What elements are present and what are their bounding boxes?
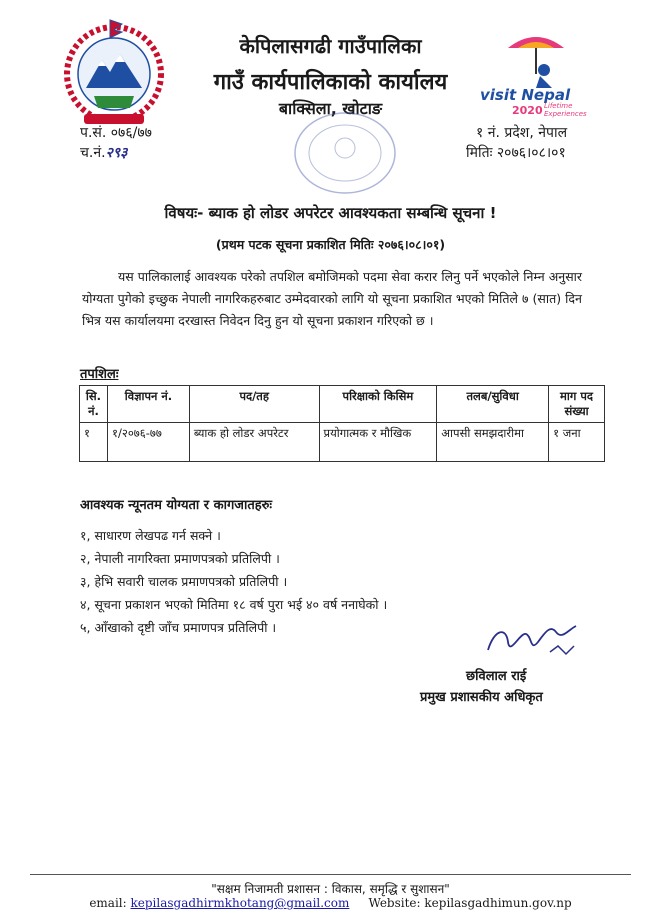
table-row <box>80 423 605 462</box>
col-header-ad-no: विज्ञापन नं. <box>107 386 189 423</box>
signature-icon <box>480 612 590 668</box>
cell-quantity: १ जना <box>549 423 605 462</box>
email-link[interactable]: kepilasgadhirmkhotang@gmail.com <box>130 896 350 910</box>
office-address: बाक्सिला, खोटाङ <box>278 99 383 118</box>
requirement-item: २, नेपाली नागरिक्ता प्रमाणपत्रको प्रतिलिपी । <box>80 551 280 566</box>
chn-label: च.नं. <box>80 145 106 161</box>
details-label: तपशिलः <box>80 367 119 382</box>
visit-nepal-year: 2020 <box>512 104 543 117</box>
office-stamp-icon <box>290 108 400 198</box>
issue-date: मितिः २०७६।०८।०१ <box>466 145 566 161</box>
requirement-item: ४, सूचना प्रकाशन भएको मितिमा १८ वर्ष पुरा भई ४० वर्ष ननाघेको । <box>80 597 388 612</box>
cell-exam-type: प्रयोगात्मक र मौखिक <box>319 423 437 462</box>
office-name: गाउँ कार्यपालिकाको कार्यालय <box>213 70 448 95</box>
visit-nepal-figure-icon <box>478 30 598 90</box>
notice-body: यस पालिकालाई आवश्यक परेको तपशिल बमोजिमको पदमा सेवा करार लिनु पर्ने भएकोले निम्न अनुसार योग्यता पुगेको इच्छुक नेपाली नागरिकहरुबाट उम्मेदवारको लागि यो सूचना प्रकाशित भएको मितिले ७ (सात) दिन भित्र यस कार्यालयमा दरखास्त निवेदन दिनु हुन यो सूचना प्रकाशन गरिएको छ । <box>82 269 582 328</box>
website-label: Website: <box>368 896 421 910</box>
email-label: email: <box>89 896 127 910</box>
chn-number <box>80 143 127 162</box>
col-header-sn: सि. नं. <box>80 386 108 423</box>
footer-contact <box>0 896 661 910</box>
col-header-quantity: माग पद संख्या <box>549 386 605 423</box>
cell-salary: आपसी समझदारीमा <box>437 423 549 462</box>
col-header-salary: तलब/सुविधा <box>437 386 549 423</box>
requirement-item: ५, आँखाको दृष्टी जाँच प्रमाणपत्र प्रतिलिपी । <box>80 620 277 635</box>
chn-value: २९३ <box>105 145 128 161</box>
footer-motto: "सक्षम निजामती प्रशासन : विकास, समृद्धि र सुशासन" <box>211 882 450 896</box>
requirement-item: ३, हेभि सवारी चालक प्रमाणपत्रको प्रतिलिपी । <box>80 574 288 589</box>
cell-sn: १ <box>80 423 108 462</box>
visit-nepal-logo <box>478 30 598 130</box>
signatory-name: छविलाल राई <box>466 669 527 684</box>
notice-subject: विषयः- ब्याक हो लोडर अपरेटर आवश्यकता सम्बन्धि सूचना ! <box>164 204 497 222</box>
requirements-title: आवश्यक न्यूनतम योग्यता र कागजातहरुः <box>80 498 273 513</box>
col-header-post: पद/तह <box>189 386 319 423</box>
province: १ नं. प्रदेश, नेपाल <box>476 125 568 141</box>
municipality-name: केपिलासगढी गाउँपालिका <box>239 34 422 58</box>
ps-number: प.सं. ०७६/७७ <box>80 125 152 141</box>
website-link[interactable]: kepilasgadhimun.gov.np <box>424 896 572 910</box>
publication-date-note: (प्रथम पटक सूचना प्रकाशित मितिः २०७६।०८।०१) <box>215 237 446 252</box>
visit-nepal-text: visit Nepal <box>480 86 571 104</box>
signatory-title: प्रमुख प्रशासकीय अधिकृत <box>420 690 543 705</box>
cell-ad-no: १/२०७६-७७ <box>107 423 189 462</box>
footer-divider <box>30 874 631 875</box>
requirement-item: १, साधारण लेखपढ गर्न सक्ने । <box>80 528 221 543</box>
vacancy-table <box>79 385 605 462</box>
table-header-row <box>80 386 605 423</box>
cell-post: ब्याक हो लोडर अपरेटर <box>189 423 319 462</box>
visit-nepal-tag1: Lifetime <box>544 102 573 110</box>
col-header-exam-type: परिक्षाको किसिम <box>319 386 437 423</box>
visit-nepal-tag2: Experiences <box>544 110 587 118</box>
